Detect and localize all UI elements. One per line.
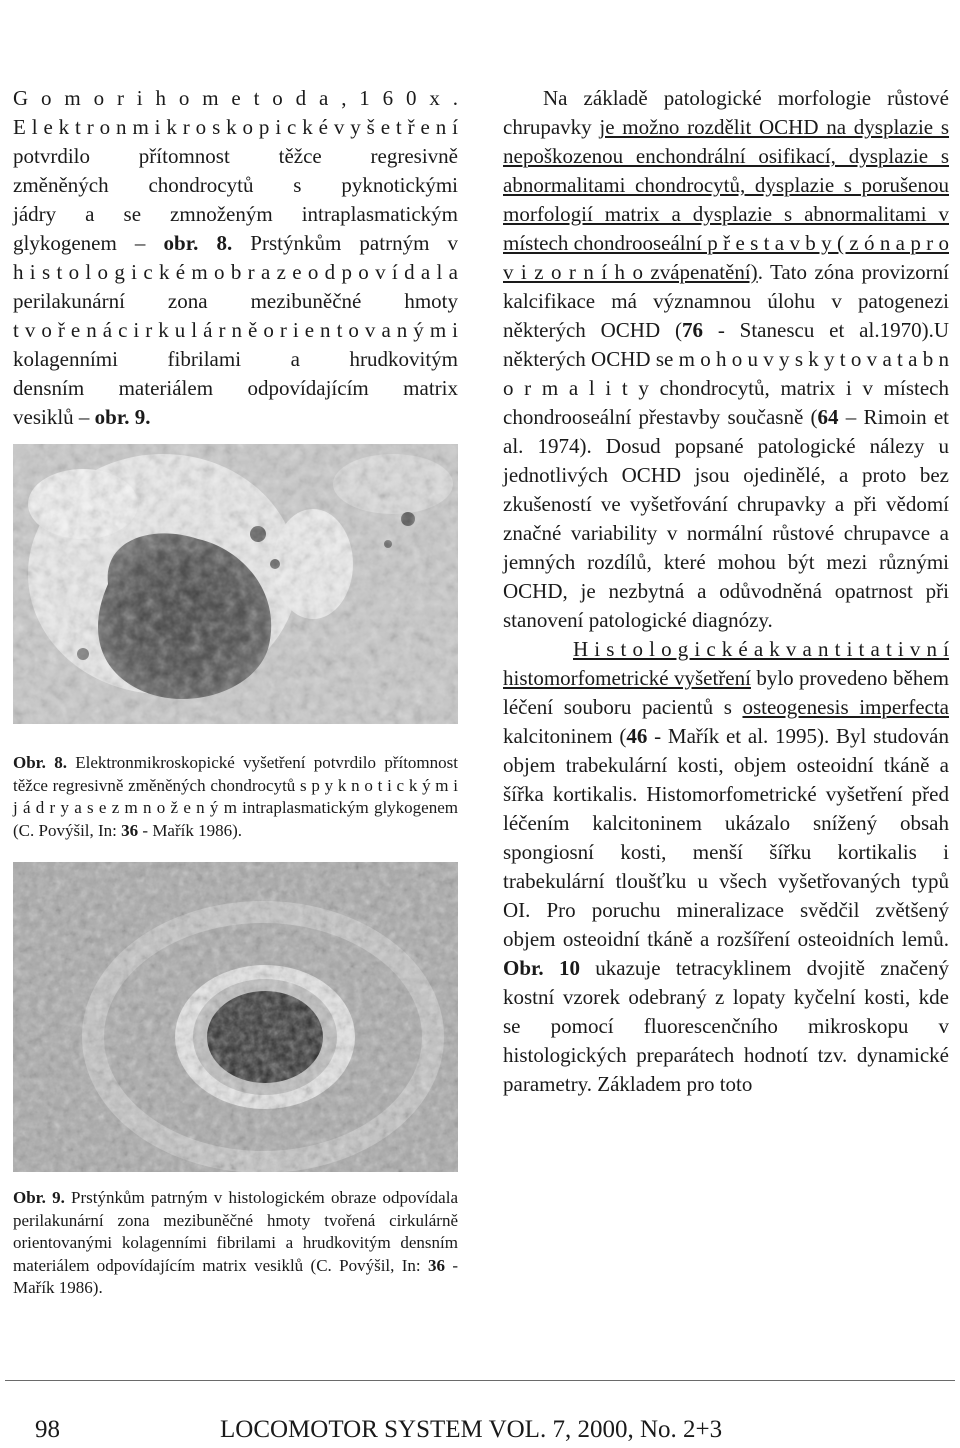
intro-line-10: kolagenními fibrilami a hrudkovitým xyxy=(13,347,458,371)
figure-8-micrograph xyxy=(13,444,458,724)
histomorphometry-text-c: - Mařík et al. 1995). Byl studován objem trabekulární kosti, objem osteoidní tkáně a šířka kortikalis. Histomorfometrické vyšetření před léčením kalcitoninem ukázalo snížený obsah spongiosní kosti, menší šířku kortikalis i trabekulární tloušťku u všech vyšetřovaných typů OI. Pro poruchu mineralizace svědčil zvětšený objem osteoidní tkáně a rozšíření osteoidních lemů. xyxy=(503,724,949,951)
intro-line-5: jádry a se zmnoženým intraplasmatickým xyxy=(13,202,458,226)
histomorphometry-heading: H i s t o l o g i c k é a k v a n t i t a t i v n í histomorfometrické vyšetření xyxy=(503,637,949,690)
morphology-text-d: – Rimoin et al. 1974). Dosud popsané patologické nálezy u jednotlivých OCHD jsou ojedinělé, a proto bez zkušeností ve vyšetřování chrupavky a při vědomí značné variability v normální růstové chrupavce a jemných rozdílů, které mohou být mezi různými OCHD, je nezbytná a odůvodněná opatrnost při stanovení patologické diagnózy. xyxy=(503,405,949,632)
morphology-paragraph xyxy=(503,84,949,635)
morphology-text-b: . Tato zóna provizorní kalcifikace má významnou úlohu v patogenezi některých OCHD ( xyxy=(503,260,950,342)
histomorphometry-text-a: bylo provedeno během léčení souboru pacientů s xyxy=(503,666,949,719)
intro-line-3: potvrdilo přítomnost těžce regresivně xyxy=(13,144,458,168)
figure-8-caption xyxy=(13,752,458,842)
intro-line-6-b: Prstýnkům patrným v xyxy=(232,231,459,255)
figure-9-caption-text: Prstýnkům patrným v histologickém obraze odpovídala perilakunární zona mezibuněčné hmoty tvořená cirkulárně orientovanými kolagenními fibrilami a hrudkovitým densním materiálem odpovídajícím matrix vesiklů (C. Povýšil, In: xyxy=(13,1188,458,1275)
morphology-text-c: - Stanescu et al.1970).U některých OCHD se m o h o u v y s k y t o v a t a b n o r m a l i t y chondrocytů, matrix i v místech chondrooseální přestavby současně ( xyxy=(503,318,949,429)
figure-8-caption-text: Elektronmikroskopické vyšetření potvrdilo přítomnost těžce regresivně změněných chondrocytů s p y k n o t i c k ý m i j á d r y a s e z m n o ž e n ý m intraplasmatickým glykogenem (C. Povýšil, In: xyxy=(13,753,458,840)
intro-line-1: G o m o r i h o m e t o d a , 1 6 0 x . xyxy=(13,86,458,110)
right-column xyxy=(503,84,949,1099)
intro-line-12 xyxy=(13,403,458,432)
journal-footer: LOCOMOTOR SYSTEM VOL. 7, 2000, No. 2+3 xyxy=(220,1416,723,1443)
figure-8-reference: obr. 8. xyxy=(163,231,233,255)
reference-76: 76 xyxy=(681,318,703,342)
histomorphometry-paragraph xyxy=(503,635,949,1099)
intro-line-11: densním materiálem odpovídajícím matrix xyxy=(13,376,458,400)
intro-line-2: E l e k t r o n m i k r o s k o p i c k é v y š e t ř e n í xyxy=(13,115,458,139)
left-column xyxy=(13,84,458,432)
histomorphometry-text-d: ukazuje tetracyklinem dvojitě značený kostní vzorek odebraný z lopaty kyčelní kosti, kde se pomocí fluorescenčního mikroskopu v histologických preparátech hodnotí tzv. dynamické parametry. Základem pro toto xyxy=(503,956,949,1096)
morphology-text-a: Na základě patologické morfologie růstové chrupavky xyxy=(503,86,949,139)
figure-9-micrograph xyxy=(13,862,458,1172)
reference-46: 46 xyxy=(626,724,648,748)
reference-64: 64 xyxy=(817,405,839,429)
figure-9-reference: obr. 9. xyxy=(94,405,151,429)
figure-9-caption xyxy=(13,1187,458,1300)
figure-8-caption-label: Obr. 8. xyxy=(13,753,67,772)
figure-9-caption-ref: 36 xyxy=(427,1255,445,1275)
morphology-classification: je možno rozdělit OCHD na dysplazie s nepoškozenou enchondrální osifikací, dysplazie s abnormalitami chondrocytů, dysplazie s porušenou morfologií matrix a dysplazie s abnormalitami v místech chondrooseální p ř e s t a v b y ( z ó n a p r o v i z o r n í h o zvápenatění) xyxy=(503,115,950,284)
histomorphometry-text-b: kalcitoninem ( xyxy=(503,724,627,748)
figure-8-caption-end: - Mařík 1986). xyxy=(138,820,243,840)
intro-line-6 xyxy=(13,229,458,258)
intro-paragraph xyxy=(13,84,458,432)
figure-10-reference: Obr. 10 xyxy=(503,956,580,980)
page-number: 98 xyxy=(35,1416,60,1443)
figure-9-image xyxy=(13,862,458,1172)
intro-line-7: h i s t o l o g i c k é m o b r a z e o d p o v í d a l a xyxy=(13,260,458,284)
intro-line-4: změněných chondrocytů s pyknotickými xyxy=(13,173,458,197)
figure-8-image xyxy=(13,444,458,724)
intro-line-6-a: glykogenem – xyxy=(13,231,164,255)
figure-9-caption-end: - Mařík 1986). xyxy=(13,1255,458,1297)
footer-rule xyxy=(5,1380,955,1381)
osteogenesis-imperfecta-term: osteogenesis imperfecta xyxy=(742,695,949,719)
figure-8-caption-ref: 36 xyxy=(121,820,139,840)
intro-line-12-a: vesiklů – xyxy=(13,405,95,429)
intro-line-8: perilakunární zona mezibuněčné hmoty xyxy=(13,289,458,313)
intro-line-9: t v o ř e n á c i r k u l á r n ě o r i e n t o v a n ý m i xyxy=(13,318,458,342)
figure-9-caption-label: Obr. 9. xyxy=(13,1188,65,1207)
